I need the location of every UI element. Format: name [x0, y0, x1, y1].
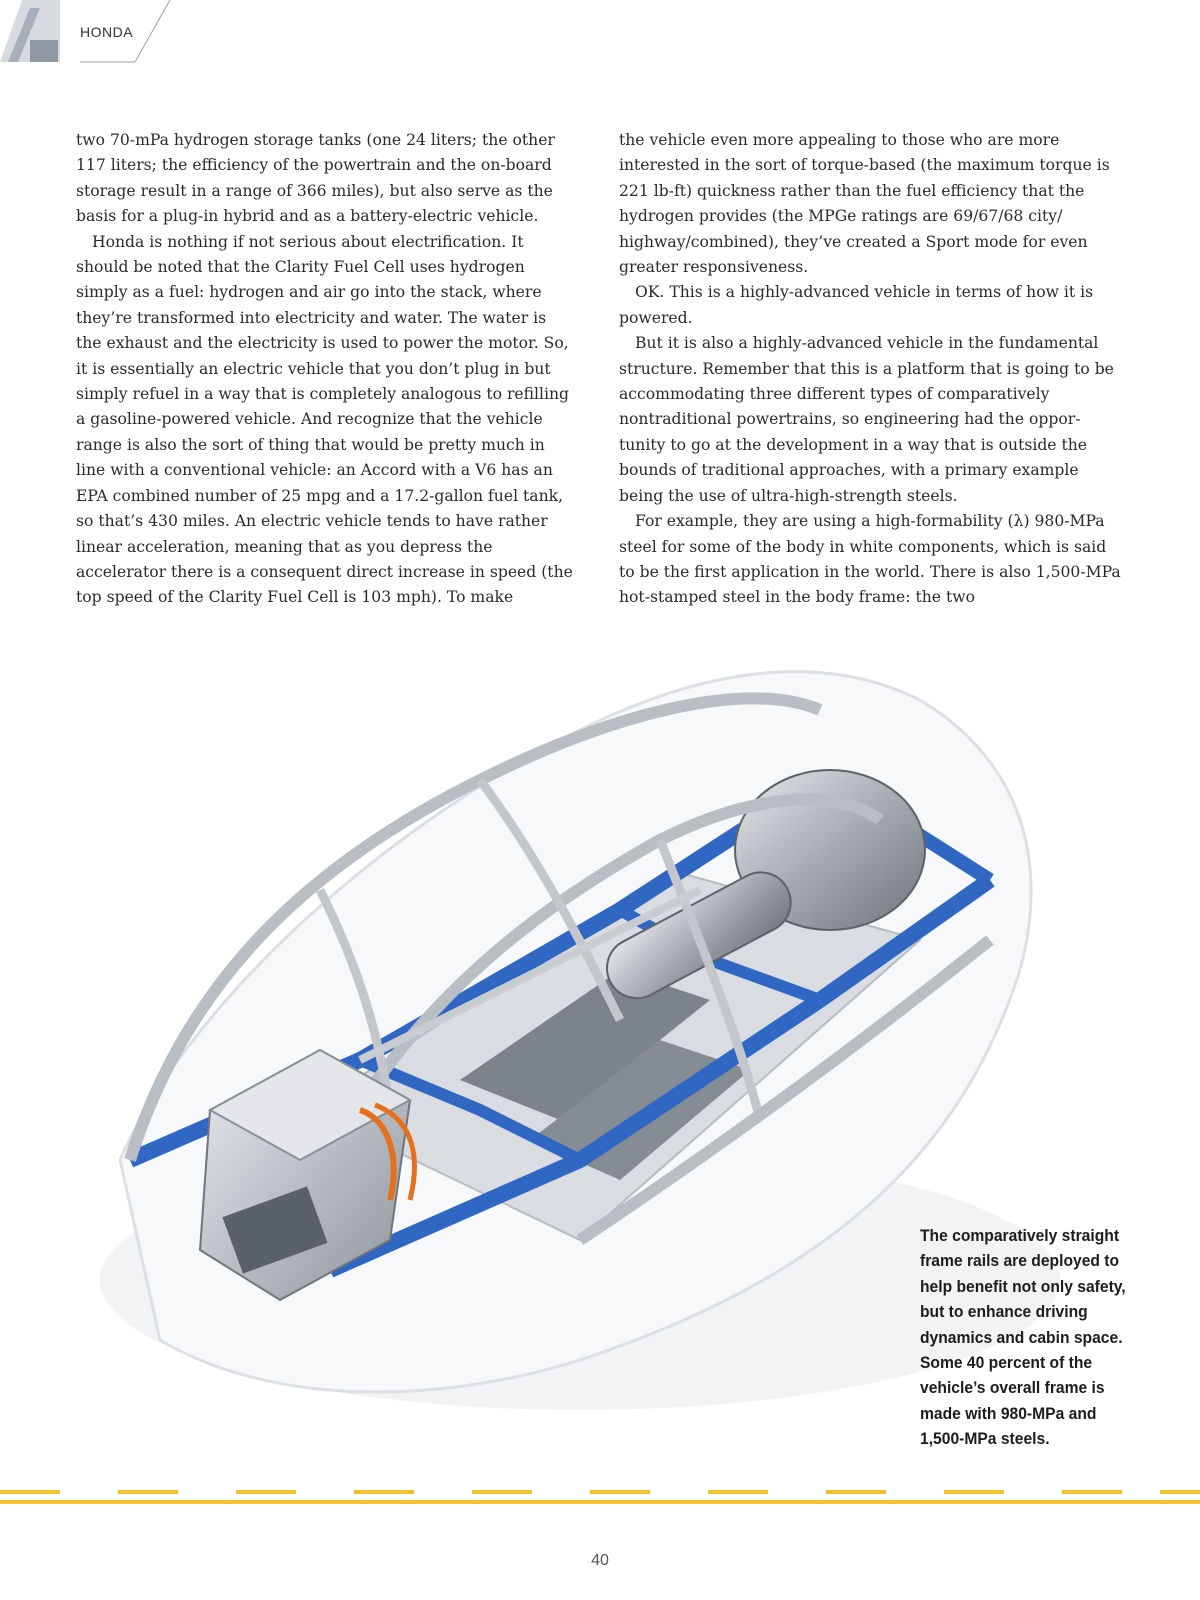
figure-caption: The comparatively straight frame rails are deployed to help benefit not only safety, but to enhance driving dynamics and cabin space. Some 40 percent of the vehicle’s overall frame is made with 980-MPa and 1,500-MPa steels. [920, 1226, 1126, 1449]
paragraph: Honda is nothing if not serious about electrification. It should be noted that the Clarity Fuel Cell uses hydrogen simply as a fuel: hydrogen and air go into the stack, where they’re transformed into electricity and water. The water is the exhaust and the electricity is used to power the motor. So, it is essentially an electric vehicle that you don’t plug in but simply refuel in a way that is completely analogous to refilling a gasoline-powered vehicle. And recognize that the vehicle range is also the sort of thing that would be pretty much in line with a conventional vehicle: an Accord with a V6 has an EPA combined number of 25 mpg and a 17.2-gallon fuel tank, so that’s 430 miles. An electric vehicle tends to have rather linear acceleration, meaning that as you depress the accelerator there is a consequent direct increase in speed (the top speed of the Clarity Fuel Cell is 103 mph). To make [76, 232, 573, 607]
paragraph: the vehicle even more appealing to those who are more interested in the sort of torque-based (the maximum torque is 221 lb-ft) quickness rather than the fuel efficiency that the hydrogen provides (the MPGe ratings are 69/67/68 city/ highway/combined), they’ve created a Sport mode for even greater responsiveness. [619, 131, 1110, 277]
article-column-right [619, 128, 1124, 611]
section-label: HONDA [80, 24, 134, 40]
article-column-left [76, 128, 576, 611]
paragraph: two 70-mPa hydrogen storage tanks (one 24 liters; the other 117 liters; the efficiency of the powertrain and the on-board storage result in a range of 366 miles), but also serve as the basis for a plug-in hybrid and as a battery-electric vehicle. [76, 131, 555, 226]
paragraph: For example, they are using a high-formability (λ) 980-MPa steel for some of the body in white components, which is said to be the first application in the world. There is also 1,500-MPa hot-stamped steel in the body frame: the two [619, 512, 1121, 607]
road-stripe-divider [0, 1490, 1200, 1506]
paragraph: But it is also a highly-advanced vehicle in the fundamental structure. Remember that this is a platform that is going to be accommodating three different types of comparatively nontraditional powertrains, so engineering had the oppor- tunity to go at the development in a way that is outside the bounds of traditional approaches, with a primary example being the use of ultra-high-strength steels. [619, 334, 1114, 505]
page-number: 40 [591, 1552, 609, 1569]
paragraph: OK. This is a highly-advanced vehicle in terms of how it is powered. [619, 283, 1094, 327]
